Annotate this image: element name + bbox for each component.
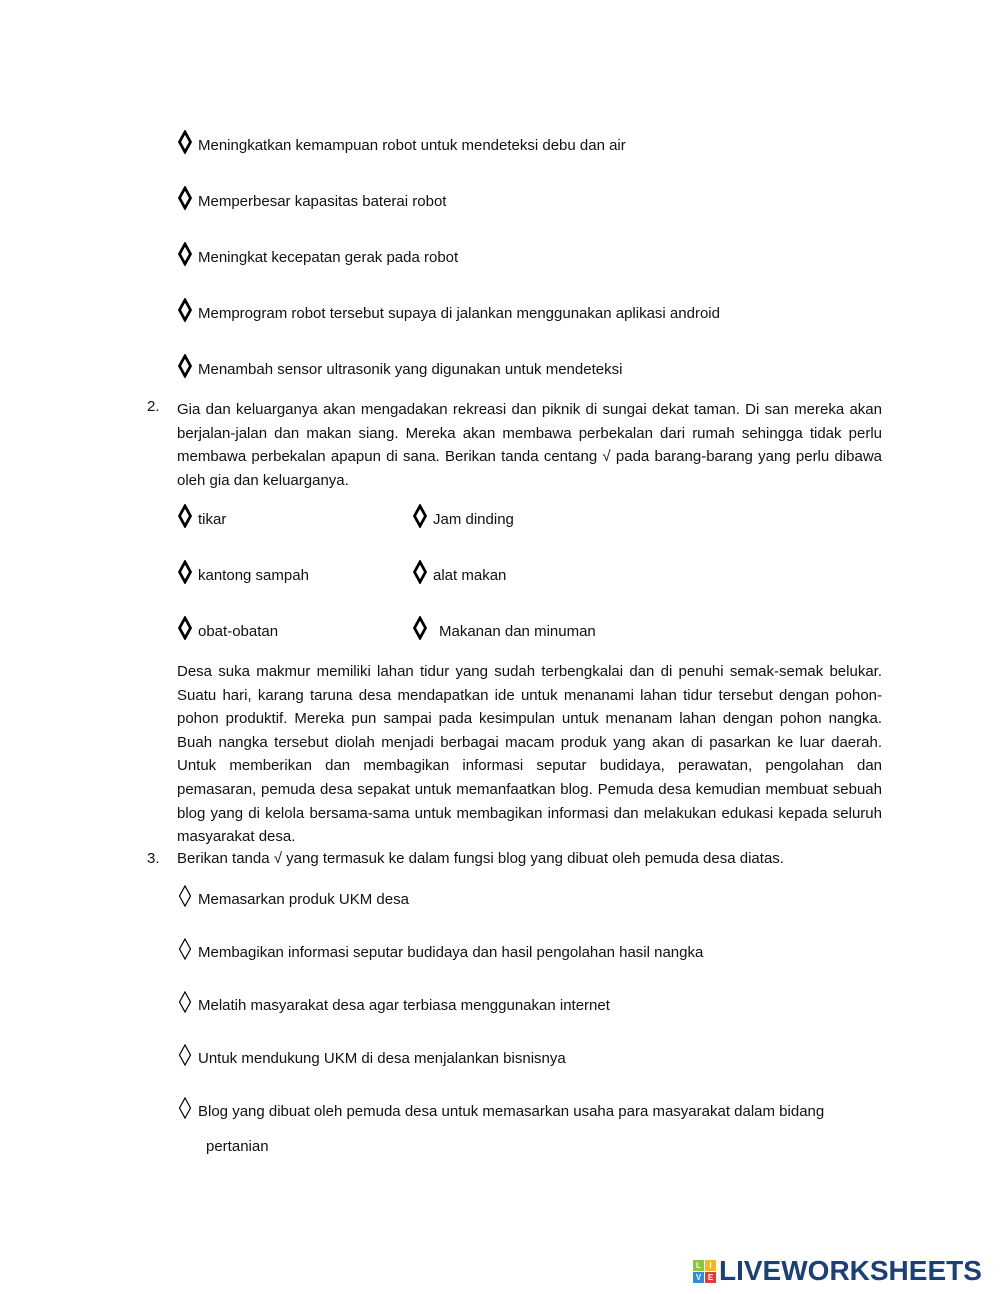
q3-option-5[interactable] <box>178 1096 824 1120</box>
diamond-checkbox-icon[interactable] <box>178 354 192 378</box>
option-label: tikar <box>198 511 227 528</box>
q3-option-2[interactable] <box>178 937 703 961</box>
diamond-checkbox-icon[interactable] <box>178 937 192 961</box>
option-label: Untuk mendukung UKM di desa menjalankan bisnisnya <box>198 1050 566 1067</box>
logo-blocks-icon: L I V E <box>693 1260 716 1283</box>
diamond-checkbox-icon[interactable] <box>178 504 192 528</box>
diamond-checkbox-icon[interactable] <box>413 616 427 640</box>
q2-option-jam-dinding[interactable] <box>413 504 514 528</box>
q1-option-1[interactable] <box>178 130 626 154</box>
option-label: Makanan dan minuman <box>439 623 596 640</box>
diamond-checkbox-icon[interactable] <box>178 242 192 266</box>
diamond-checkbox-icon[interactable] <box>178 298 192 322</box>
q2-option-obat[interactable] <box>178 616 278 640</box>
question-number: 2. <box>147 398 160 415</box>
option-label: Memasarkan produk UKM desa <box>198 891 409 908</box>
option-label: Meningkatkan kemampuan robot untuk mendeteksi debu dan air <box>198 137 626 154</box>
option-label: alat makan <box>433 567 507 584</box>
q2-option-kantong-sampah[interactable] <box>178 560 309 584</box>
liveworksheets-logo <box>693 1255 982 1287</box>
diamond-checkbox-icon[interactable] <box>178 560 192 584</box>
q3-option-1[interactable] <box>178 884 409 908</box>
question-2-text: Gia dan keluarganya akan mengadakan rekreasi dan piknik di sungai dekat taman. Di san mereka akan berjalan-jalan dan makan siang. Mereka akan membawa perbekalan dari rumah sehingga tidak perlu membawa perbekalan apapun di sana. Berikan tanda centang √ pada barang-barang yang perlu dibawa oleh gia dan keluarganya. <box>177 401 882 489</box>
q2-option-makanan[interactable] <box>413 616 596 640</box>
option-label: Memperbesar kapasitas baterai robot <box>198 193 447 210</box>
option-label: kantong sampah <box>198 567 309 584</box>
diamond-checkbox-icon[interactable] <box>178 884 192 908</box>
q1-option-4[interactable] <box>178 298 720 322</box>
option-label: Membagikan informasi seputar budidaya dan hasil pengolahan hasil nangka <box>198 944 704 961</box>
question-number: 3. <box>147 850 160 867</box>
q2-option-alat-makan[interactable] <box>413 560 506 584</box>
option-label: Memprogram robot tersebut supaya di jalankan menggunakan aplikasi android <box>198 305 720 322</box>
option-label: Menambah sensor ultrasonik yang digunakan untuk mendeteksi <box>198 361 623 378</box>
option-label: Meningkat kecepatan gerak pada robot <box>198 249 459 266</box>
q1-option-5[interactable] <box>178 354 622 378</box>
diamond-checkbox-icon[interactable] <box>178 1096 192 1120</box>
q2-option-tikar[interactable] <box>178 504 226 528</box>
option-label: Melatih masyarakat desa agar terbiasa menggunakan internet <box>198 997 610 1014</box>
diamond-checkbox-icon[interactable] <box>413 560 427 584</box>
option-label: Jam dinding <box>433 511 514 528</box>
diamond-checkbox-icon[interactable] <box>178 130 192 154</box>
q1-option-2[interactable] <box>178 186 446 210</box>
option-label: obat-obatan <box>198 623 279 640</box>
q1-option-3[interactable] <box>178 242 458 266</box>
diamond-checkbox-icon[interactable] <box>413 504 427 528</box>
diamond-checkbox-icon[interactable] <box>178 186 192 210</box>
diamond-checkbox-icon[interactable] <box>178 990 192 1014</box>
diamond-checkbox-icon[interactable] <box>178 616 192 640</box>
option-label-continuation: pertanian <box>206 1138 269 1155</box>
story-paragraph: Desa suka makmur memiliki lahan tidur yang sudah terbengkalai dan di penuhi semak-semak belukar. Suatu hari, karang taruna desa mendapatkan ide untuk menanami lahan tidur tersebut dengan pohon-pohon produktif. Mereka pun sampai pada kesimpulan untuk menanam lahan dengan pohon nangka. Buah nangka tersebut diolah menjadi berbagai macam produk yang akan di pasarkan ke luar daerah. Untuk memberikan dan membagikan informasi seputar budidaya, perawatan, pengolahan dan pemasaran, pemuda desa sepakat untuk memanfaatkan blog. Pemuda desa kemudian membuat sebuah blog yang di kelola bersama-sama untuk membagikan informasi dan melakukan edukasi kepada seluruh masyarakat desa. <box>177 663 882 846</box>
question-3-text: Berikan tanda √ yang termasuk ke dalam fungsi blog yang dibuat oleh pemuda desa diatas. <box>177 850 784 867</box>
diamond-checkbox-icon[interactable] <box>178 1043 192 1067</box>
q3-option-3[interactable] <box>178 990 610 1014</box>
logo-text: LIVEWORKSHEETS <box>719 1255 982 1286</box>
option-label: Blog yang dibuat oleh pemuda desa untuk memasarkan usaha para masyarakat dalam bidang <box>198 1103 825 1120</box>
q3-option-4[interactable] <box>178 1043 566 1067</box>
